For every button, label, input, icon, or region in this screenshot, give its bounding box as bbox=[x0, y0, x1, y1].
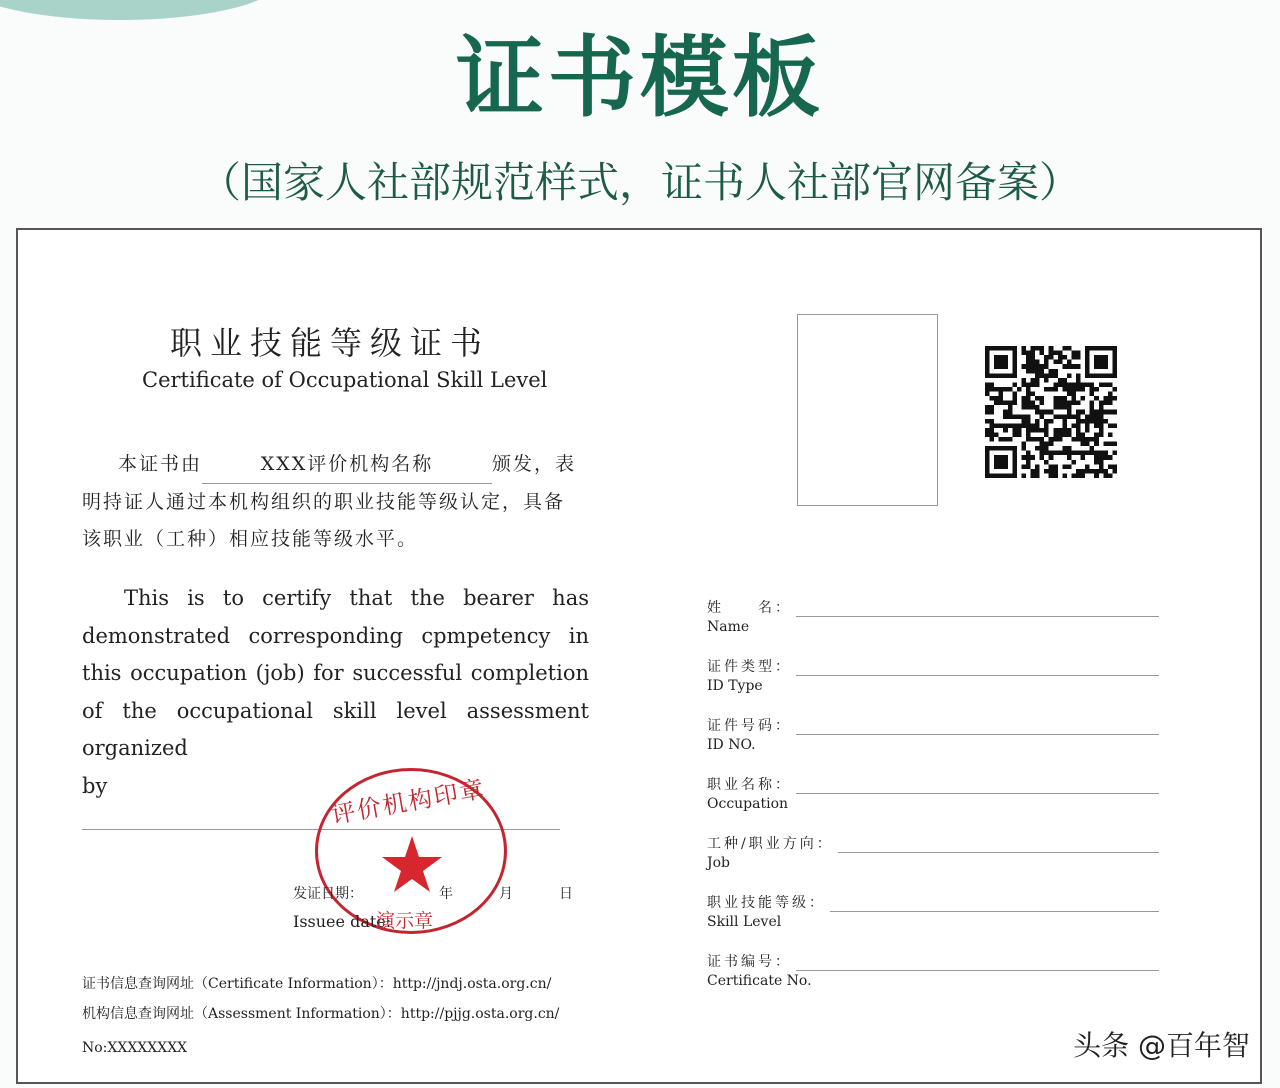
field-label-en: Occupation bbox=[707, 796, 789, 812]
year-label: 年 bbox=[439, 886, 453, 902]
seal-text: 评价机构印章 bbox=[329, 774, 488, 830]
field-id-type bbox=[707, 656, 1159, 694]
field-label-cn: 姓 名： bbox=[707, 600, 792, 616]
field-label-en: Skill Level bbox=[707, 914, 782, 930]
statement-suffix: 颁发，表明持证人通过本机构组织的职业技能等级认定，具备该职业（工种）相应技能等级水平。 bbox=[82, 453, 577, 550]
field-label-cn: 证书编号： bbox=[707, 954, 792, 970]
statement-prefix: 本证书由 bbox=[118, 453, 203, 475]
field-label-en: Name bbox=[707, 619, 750, 635]
field-line bbox=[796, 722, 1159, 735]
statement-en-by: by bbox=[82, 773, 108, 798]
statement-en-text: This is to certify that the bearer has demonstrated corresponding cpmpetency in this occupation (job) for successful completion of the occupational skill level assessment organized bbox=[82, 586, 589, 760]
field-name bbox=[707, 597, 1159, 635]
field-line bbox=[796, 958, 1159, 971]
cert-info-url: 证书信息查询网址（Certificate Information）：http://jndj.osta.org.cn/ bbox=[82, 976, 552, 992]
field-job bbox=[707, 833, 1159, 871]
issue-date-label: 发证日期： bbox=[293, 886, 363, 902]
field-label-en: Job bbox=[707, 855, 731, 871]
field-label-en: ID NO. bbox=[707, 737, 756, 753]
field-label-en: Certificate No. bbox=[707, 973, 812, 989]
field-line bbox=[796, 604, 1159, 617]
field-label-cn: 证件类型： bbox=[707, 659, 792, 675]
field-label-cn: 证件号码： bbox=[707, 718, 792, 734]
field-occupation bbox=[707, 774, 1159, 812]
issue-date-en: Issuee date: bbox=[293, 912, 392, 931]
field-label-cn: 职业技能等级： bbox=[707, 895, 826, 911]
photo-placeholder bbox=[797, 314, 938, 506]
field-line bbox=[838, 840, 1159, 853]
field-label-cn: 职业名称： bbox=[707, 777, 792, 793]
qr-code-icon bbox=[985, 346, 1117, 478]
field-id-no bbox=[707, 715, 1159, 753]
watermark: 头条 @百年智 bbox=[1073, 1029, 1250, 1062]
month-label: 月 bbox=[499, 886, 513, 902]
seal-demo-text: 演示章 bbox=[376, 910, 434, 932]
field-line bbox=[796, 663, 1159, 676]
org-name-placeholder: XXX评价机构名称 bbox=[202, 446, 492, 484]
field-certificate-no bbox=[707, 951, 1159, 989]
field-skill-level bbox=[707, 892, 1159, 930]
issue-date-cn bbox=[293, 883, 573, 903]
page-title: 证书模板 bbox=[455, 26, 824, 129]
field-line bbox=[796, 781, 1159, 794]
assessment-info-url: 机构信息查询网址（Assessment Information）：http://pjjg.osta.org.cn/ bbox=[82, 1006, 560, 1022]
page-subtitle: （国家人社部规范样式，证书人社部官网备案） bbox=[198, 158, 1081, 207]
certificate-title-en: Certificate of Occupational Skill Level bbox=[142, 368, 548, 392]
day-label: 日 bbox=[559, 886, 573, 902]
field-label-en: ID Type bbox=[707, 678, 763, 694]
field-line bbox=[830, 899, 1159, 912]
certificate-statement-cn bbox=[82, 446, 582, 558]
certificate-title-cn: 职业技能等级证书 bbox=[170, 324, 491, 362]
certificate-number: No:XXXXXXXX bbox=[82, 1040, 188, 1056]
field-label-cn: 工种/职业方向： bbox=[707, 836, 834, 852]
